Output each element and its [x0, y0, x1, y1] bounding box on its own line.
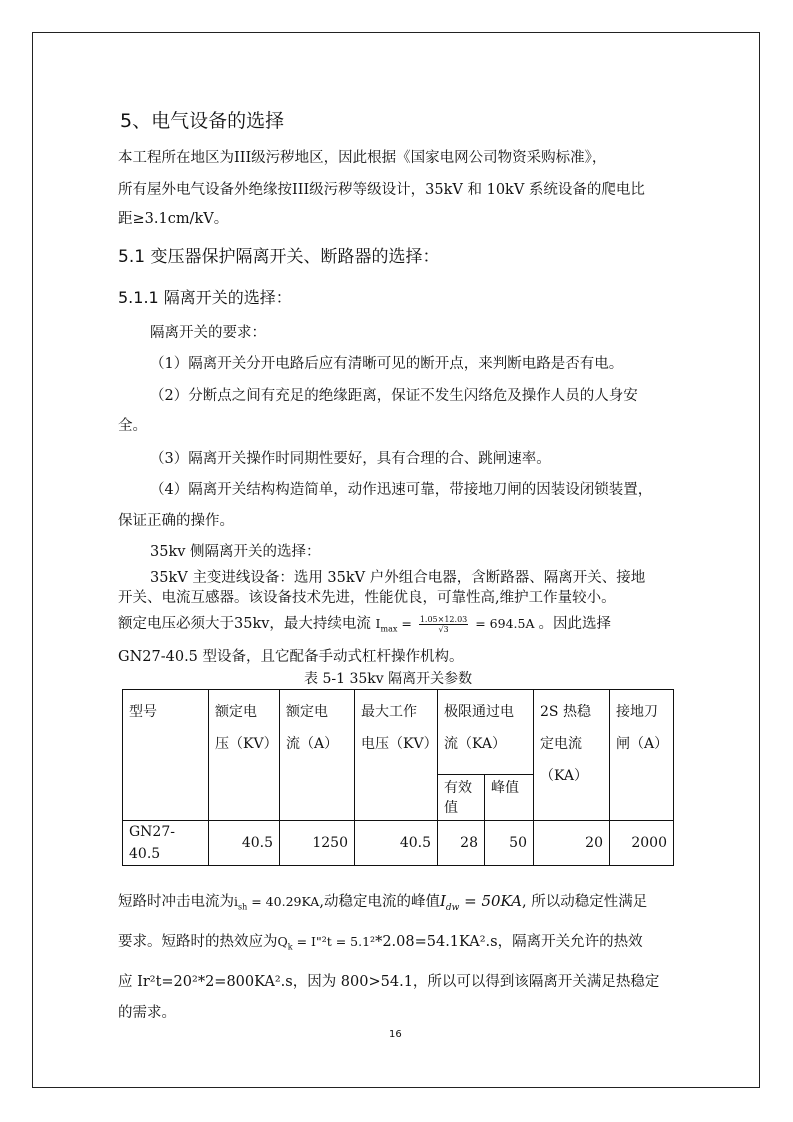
- sc-line-2-post: *2.08=54.1KA².s，隔离开关允许的热效: [375, 934, 643, 950]
- requirement-4-line-1: （4）隔离开关结构构造简单，动作迅速可靠，带接地刀闸的因装设闭锁装置，: [150, 482, 653, 498]
- header-limit-peak: [485, 775, 534, 821]
- requirement-2-line-2: 全。: [118, 418, 147, 434]
- header-thermal-line-3: （KA）: [540, 768, 589, 784]
- selection-line-3-post: 。因此选择: [538, 616, 611, 632]
- sc-line-2-pre: 要求。短路时的热效应为: [118, 934, 278, 950]
- header-rms-line-2: 值: [444, 800, 458, 816]
- section-title: 5、电气设备的选择: [120, 110, 285, 132]
- qk-symbol: Q: [277, 934, 288, 949]
- fraction-numerator: 1.05×12.03: [419, 615, 468, 624]
- imax-formula: [375, 615, 539, 634]
- fraction-denominator: √3: [438, 625, 449, 634]
- header-rated-current: [280, 690, 355, 821]
- header-limit-line-1: 极限通过电: [444, 704, 514, 720]
- requirements-heading: 隔离开关的要求：: [150, 325, 266, 341]
- subsubsection-title: 5.1.1 隔离开关的选择：: [118, 288, 292, 307]
- idw-subscript: dw: [445, 903, 460, 913]
- sc-line-1-post: , 所以动稳定性满足: [521, 894, 648, 910]
- selection-line-4: GN27-40.5 型设备，且它配备手动式杠杆操作机构。: [118, 649, 464, 665]
- qk-equation: = I"²t = 5.1²: [292, 934, 376, 949]
- cell-rated-voltage: 40.5: [209, 821, 280, 866]
- selection-line-1: 35kV 主变进线设备：选用 35kV 户外组合电器，含断路器、隔离开关、接地: [150, 570, 646, 586]
- header-max-voltage: [355, 690, 438, 821]
- requirement-4-line-2: 保证正确的操作。: [118, 513, 234, 529]
- ish-formula: [234, 894, 320, 912]
- header-rated-voltage: [209, 690, 280, 821]
- header-rated-voltage-line-1: 额定电: [215, 704, 257, 720]
- header-max-voltage-line-1: 最大工作: [361, 704, 417, 720]
- imax-subscript: max: [380, 624, 398, 634]
- idw-symbol: I: [439, 892, 446, 910]
- header-max-voltage-line-2: 电压（KV）: [361, 736, 438, 752]
- idw-value: = 50KA: [459, 892, 522, 910]
- shortcircuit-line-3: 应 Ir²t=20²*2=800KA².s，因为 800>54.1，所以可以得到该隔离开关满足热稳定: [118, 974, 660, 990]
- requirement-2-line-1: （2）分断点之间有充足的绝缘距离，保证不发生闪络危及操作人员的人身安: [150, 388, 638, 404]
- header-ground-line-1: 接地刀: [616, 704, 658, 720]
- idw-formula: [439, 892, 522, 913]
- header-rated-current-line-1: 额定电: [286, 704, 328, 720]
- qk-subscript: k: [287, 942, 293, 952]
- cell-rated-current: 1250: [280, 821, 355, 866]
- imax-fraction: [419, 615, 468, 634]
- imax-symbol: I: [375, 616, 381, 631]
- intro-line-1-text: 本工程所在地区为III级污秽地区，因此根据《国家电网公司物资采购标准》，: [118, 150, 607, 166]
- shortcircuit-line-1: [118, 890, 647, 913]
- header-rated-current-line-2: 流（A）: [286, 736, 339, 752]
- ish-symbol: i: [234, 894, 238, 909]
- header-thermal-current: [534, 690, 610, 821]
- header-model: [123, 690, 209, 821]
- selection-heading: 35kv 侧隔离开关的选择：: [150, 544, 321, 560]
- subsection-title: 5.1 变压器保护隔离开关、断路器的选择：: [118, 247, 440, 267]
- parameter-table: [122, 689, 674, 866]
- header-limit-line-2: 流（KA）: [444, 736, 507, 752]
- header-rated-voltage-line-2: 压（KV）: [215, 736, 278, 752]
- shortcircuit-line-2: [118, 930, 643, 952]
- table-row: [123, 821, 674, 866]
- table-caption: 表 5-1 35kv 隔离开关参数: [304, 671, 473, 687]
- selection-line-3: [118, 612, 611, 634]
- imax-equals: =: [401, 616, 412, 631]
- header-ground-line-2: 闸（A）: [616, 736, 669, 752]
- requirement-3: （3）隔离开关操作时同期性要好，具有合理的合、跳闸速率。: [150, 451, 551, 467]
- ish-value: = 40.29KA: [247, 894, 320, 909]
- table-header-row: [123, 690, 674, 775]
- ish-subscript: sh: [238, 902, 248, 912]
- header-ground-switch: [610, 690, 674, 821]
- cell-rms: 28: [438, 821, 485, 866]
- header-limit-rms: [438, 775, 485, 821]
- imax-value: = 694.5A: [475, 616, 535, 631]
- intro-line-2: 所有屋外电气设备外绝缘按III级污秽等级设计，35kV 和 10kV 系统设备的爬电比: [118, 182, 645, 198]
- intro-line-1: [118, 146, 674, 167]
- selection-line-2: 开关、电流互感器。该设备技术先进，性能优良，可靠性高,维护工作量较小。: [118, 590, 616, 606]
- shortcircuit-line-4: 的需求。: [118, 1005, 176, 1021]
- page-number: 16: [389, 1029, 402, 1040]
- header-peak-label: 峰值: [491, 780, 519, 796]
- cell-thermal: 20: [534, 821, 610, 866]
- header-thermal-line-1: 2S 热稳: [540, 704, 591, 720]
- sc-line-1-pre: 短路时冲击电流为: [118, 894, 234, 910]
- cell-ground: 2000: [610, 821, 674, 866]
- header-model-label: 型号: [129, 704, 157, 720]
- selection-line-3-pre: 额定电压必须大于35kv，最大持续电流: [118, 616, 371, 632]
- requirement-1: （1）隔离开关分开电路后应有清晰可见的断开点，来判断电路是否有电。: [150, 356, 624, 372]
- qk-formula: [277, 934, 376, 952]
- header-rms-line-1: 有效: [444, 780, 472, 796]
- intro-line-3: 距≥3.1cm/kV。: [118, 211, 229, 227]
- cell-max-voltage: 40.5: [355, 821, 438, 866]
- header-limit-current: [438, 690, 534, 775]
- cell-model: GN27-40.5: [123, 821, 209, 866]
- header-thermal-line-2: 定电流: [540, 736, 582, 752]
- cell-peak: 50: [485, 821, 534, 866]
- sc-line-1-mid: ,动稳定电流的峰值: [319, 894, 440, 910]
